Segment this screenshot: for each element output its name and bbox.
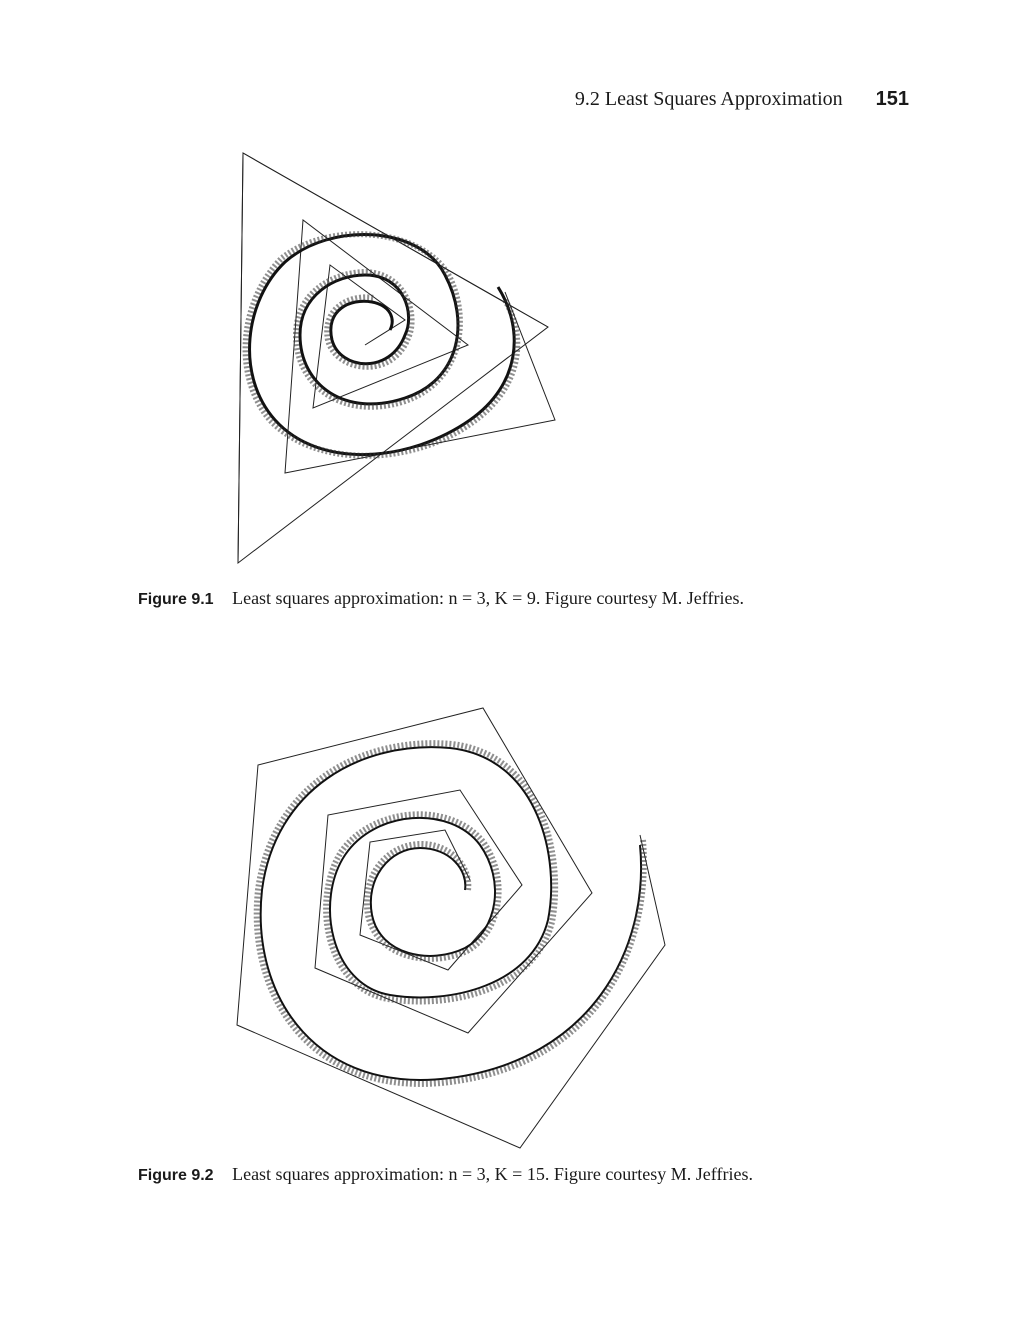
data-samples — [257, 743, 644, 1084]
figure-label: Figure 9.1 — [138, 591, 214, 608]
section-title: 9.2 Least Squares Approximation — [574, 88, 843, 110]
figure-9-2-caption — [138, 1164, 753, 1185]
figure-label: Figure 9.2 — [138, 1167, 214, 1184]
page-number: 151 — [875, 88, 909, 110]
approximation-curve — [261, 747, 641, 1080]
figure-caption-text: Least squares approximation: n = 3, K = 9. Figure courtesy M. Jeffries. — [232, 588, 744, 608]
figure-caption-text: Least squares approximation: n = 3, K = 15. Figure courtesy M. Jeffries. — [232, 1164, 753, 1184]
